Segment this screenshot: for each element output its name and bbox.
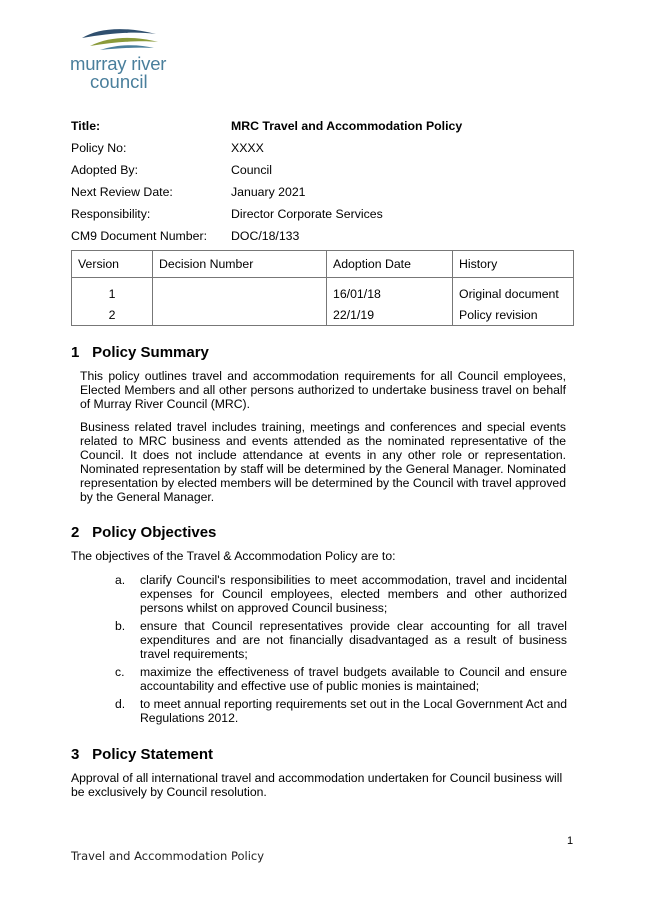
section-number: 2 — [71, 524, 80, 541]
section-1-paragraph-2: Business related travel includes training, meetings and conferences and special events related to MRC business and events attended as the nominated representative of the Council. It does not include attendance at events in any other role or representation. Nominated representation by staff will be determined by the General Manager. Nominated representation by elected members will be determined by the Council with travel approved by the General Manager. — [80, 420, 566, 504]
cell-version: 1 — [72, 278, 153, 305]
table-row — [72, 278, 574, 305]
meta-label: Next Review Date: — [71, 185, 173, 199]
section-title: Policy Summary — [92, 344, 209, 361]
list-marker: d. — [115, 697, 126, 711]
meta-row-title — [71, 117, 571, 139]
cell-decision — [153, 278, 327, 305]
column-header-adoption-date: Adoption Date — [327, 251, 453, 278]
page-footer: Travel and Accommodation Policy — [71, 849, 265, 863]
meta-row-policy-no — [71, 139, 571, 161]
cell-history: Policy revision — [453, 304, 574, 326]
column-header-decision-number: Decision Number — [153, 251, 327, 278]
table-header-row — [72, 251, 574, 278]
section-3-heading — [71, 746, 213, 763]
cell-decision — [153, 304, 327, 326]
list-item-text: ensure that Council representatives provide clear accounting for all travel expenditures and are not financially disadvantaged as a result of business travel requirements; — [140, 619, 567, 661]
policy-metadata — [71, 117, 571, 249]
meta-value: Director Corporate Services — [231, 207, 383, 221]
meta-value: Council — [231, 163, 273, 177]
section-title: Policy Objectives — [92, 524, 217, 541]
list-marker: b. — [115, 619, 126, 633]
list-item-text: maximize the effectiveness of travel budgets available to Council and ensure accountability and effective use of public monies is maintained; — [140, 665, 567, 693]
meta-label: Policy No: — [71, 141, 127, 155]
list-item — [115, 697, 567, 725]
river-swoosh-icon — [80, 26, 160, 54]
section-number: 1 — [71, 344, 80, 361]
section-title: Policy Statement — [92, 746, 214, 763]
list-marker: a. — [115, 573, 126, 587]
meta-row-next-review — [71, 183, 571, 205]
column-header-history: History — [453, 251, 574, 278]
section-number: 3 — [71, 746, 80, 763]
meta-row-responsibility — [71, 205, 571, 227]
meta-label: Adopted By: — [71, 163, 138, 177]
meta-value: January 2021 — [231, 185, 306, 199]
logo-text-council: council — [90, 71, 148, 92]
cell-date: 16/01/18 — [327, 278, 453, 305]
meta-value: MRC Travel and Accommodation Policy — [231, 119, 463, 133]
meta-value: XXXX — [231, 141, 264, 155]
meta-value: DOC/18/133 — [231, 229, 300, 243]
council-logo — [68, 26, 178, 92]
list-item — [115, 619, 567, 661]
section-1-paragraph-1: This policy outlines travel and accommodation requirements for all Council employees, Elected Members and all other persons authorized to undertake business travel on behalf of Murray River Council (MRC). — [80, 369, 566, 411]
column-header-version: Version — [72, 251, 153, 278]
list-marker: c. — [115, 665, 125, 679]
cell-version: 2 — [72, 304, 153, 326]
section-3-paragraph-1: Approval of all international travel and accommodation undertaken for Council business will be exclusively by Council resolution. — [71, 771, 563, 799]
meta-label: CM9 Document Number: — [71, 229, 207, 243]
page-number: 1 — [567, 835, 574, 847]
cell-date: 22/1/19 — [327, 304, 453, 326]
section-2-intro: The objectives of the Travel & Accommodation Policy are to: — [71, 549, 396, 563]
meta-row-adopted-by — [71, 161, 571, 183]
list-item — [115, 573, 567, 615]
section-1-heading — [71, 344, 209, 361]
list-item-text: to meet annual reporting requirements set out in the Local Government Act and Regulations 2012. — [140, 697, 567, 725]
logo-text-murray-river: murray river — [70, 53, 167, 74]
table-row — [72, 304, 574, 326]
section-2-heading — [71, 524, 216, 541]
meta-row-cm9 — [71, 227, 571, 249]
list-item — [115, 665, 567, 693]
meta-label: Responsibility: — [71, 207, 151, 221]
objectives-list — [115, 573, 567, 729]
version-history-table — [71, 250, 574, 326]
cell-history: Original document — [453, 278, 574, 305]
list-item-text: clarify Council's responsibilities to meet accommodation, travel and incidental expenses for Council employees, elected members and other authorized persons whilst on approved Council business; — [140, 573, 567, 615]
meta-label: Title: — [71, 119, 101, 133]
